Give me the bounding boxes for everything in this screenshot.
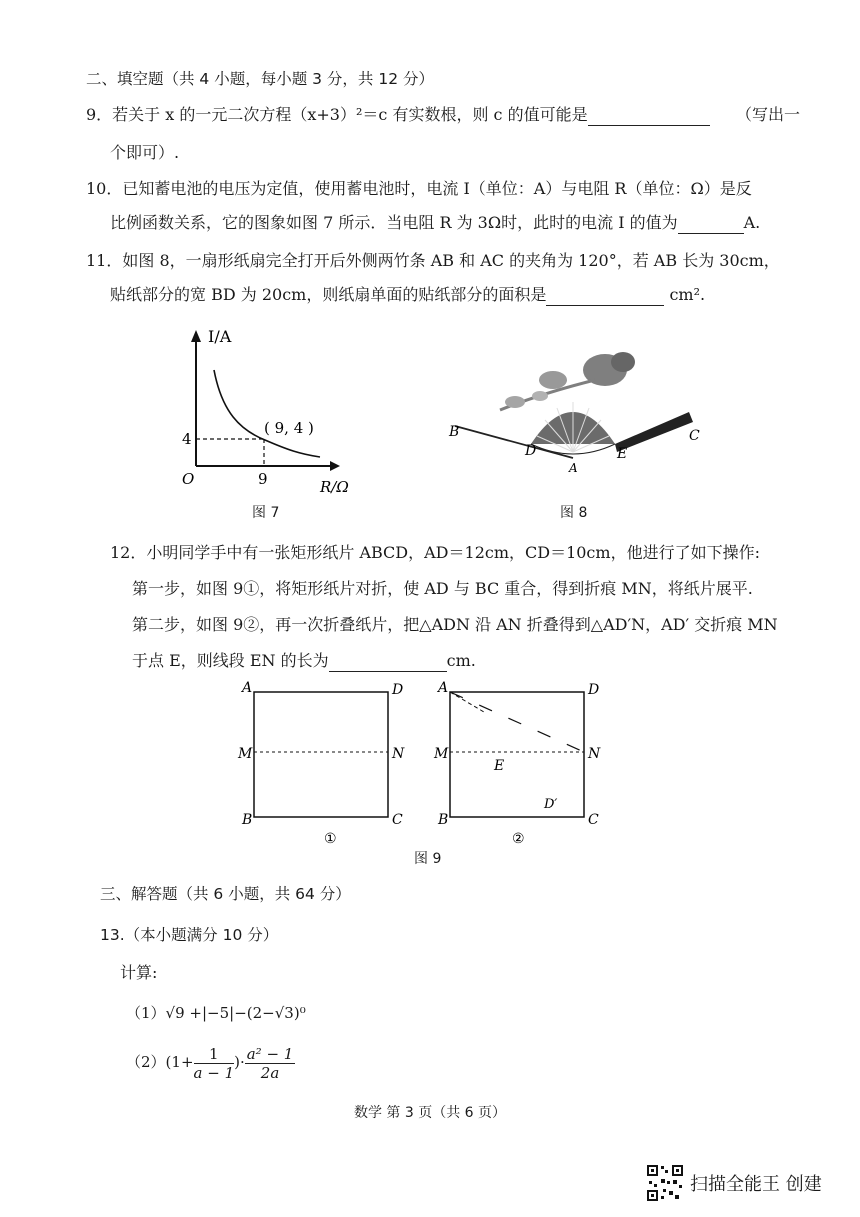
fig9-1-N: N: [392, 746, 405, 762]
fig9-2-crease-AN: [450, 692, 584, 752]
fig9-2-D-prime: D′: [544, 797, 558, 812]
q13-p2-open: (1+: [165, 1053, 194, 1071]
fig9-2-D: D: [588, 682, 600, 698]
fig9-2-B: B: [438, 812, 449, 828]
q11-text: 贴纸部分的宽 BD 为 20cm，则纸扇单面的贴纸部分的面积是: [110, 285, 547, 304]
fig8-label-C: C: [689, 428, 700, 444]
q13-p1-label: （1）: [126, 1004, 166, 1022]
question-13-part-2: [126, 1042, 295, 1082]
fig8-label-B: B: [449, 424, 460, 440]
figure-9-2: [432, 680, 607, 850]
fig8-label-A: A: [569, 461, 578, 475]
q9-answer-blank[interactable]: [588, 107, 710, 126]
q13-p1-expression: √9 +|−5|−(2−√3)⁰: [165, 1004, 306, 1022]
q13-p2-mid: )·: [234, 1053, 245, 1071]
fig9-1-M: M: [238, 746, 253, 762]
q9-tail: （写出一: [736, 105, 801, 124]
q13-p2-den2: 2a: [260, 1063, 280, 1082]
fig9-2-M: M: [434, 746, 449, 762]
fig9-2-A: A: [438, 680, 449, 696]
fig7-x-arrow-icon: [330, 461, 340, 471]
q12-answer-blank[interactable]: [329, 653, 447, 672]
question-13-title: 13.（本小题满分 10 分）: [100, 926, 279, 944]
figure-9-1: [236, 680, 411, 850]
fig7-xlabel: R/Ω: [320, 478, 349, 496]
fig9-2-E: E: [494, 758, 505, 774]
fig9-1-A: A: [242, 680, 253, 696]
q10-text: 比例函数关系，它的图象如图 7 所示．当电阻 R 为 3Ω时，此时的电流 I 的值为: [110, 213, 678, 232]
fig9-2-C: C: [588, 812, 599, 828]
q9-text: 9．若关于 x 的一元二次方程（x+3）²＝c 有实数根，则 c 的值可能是: [86, 105, 588, 124]
q13-p2-label: （2）: [126, 1053, 166, 1071]
fig7-ylabel: I/A: [208, 327, 232, 346]
question-10-line-2: [110, 212, 760, 234]
fig9-sub2: ②: [512, 831, 525, 847]
fig9-sub1: ①: [324, 831, 337, 847]
q12-tail: cm.: [446, 651, 476, 670]
figure-7-graph: [170, 322, 349, 497]
fig7-origin: O: [182, 470, 195, 488]
question-12-line-1: 12．小明同学手中有一张矩形纸片 ABCD，AD＝12cm，CD＝10cm，他进行了如下操作:: [110, 543, 760, 562]
fig8-label-E: E: [617, 446, 628, 462]
section-3-title: 三、解答题（共 6 小题，共 64 分）: [100, 885, 351, 903]
scanner-watermark: 扫描全能王 创建: [690, 1174, 822, 1195]
fig9-2-N: N: [588, 746, 601, 762]
q13-p2-fraction-2: [245, 1045, 296, 1082]
fig7-point-label: ( 9, 4 ): [264, 419, 314, 437]
question-12-line-3: 第二步，如图 9②，再一次折叠纸片，把△ADN 沿 AN 折叠得到△AD′N，AD′ 交折痕 MN: [132, 615, 778, 634]
fig8-caption: 图 8: [560, 505, 588, 521]
section-2-title: 二、填空题（共 4 小题，每小题 3 分，共 12 分）: [86, 70, 435, 88]
q10-answer-blank[interactable]: [678, 215, 744, 234]
fig7-ytick: 4: [182, 430, 192, 448]
fig7-caption: 图 7: [252, 505, 280, 521]
question-11-line-1: 11．如图 8，一扇形纸扇完全打开后外侧两竹条 AB 和 AC 的夹角为 120°，若 AB 长为 30cm，: [86, 251, 780, 270]
q12-text: 于点 E，则线段 EN 的长为: [132, 651, 329, 670]
question-9-line-1: [86, 104, 710, 126]
fig9-1-D: D: [392, 682, 404, 698]
question-10-line-1: 10．已知蓄电池的电压为定值，使用蓄电池时，电流 I（单位：A）与电阻 R（单位：Ω）是反: [86, 179, 752, 198]
q13-p2-den1: a − 1: [193, 1063, 235, 1082]
fig7-xtick: 9: [258, 470, 268, 488]
q11-answer-blank[interactable]: [546, 287, 664, 306]
fig8-label-D: D: [525, 443, 537, 459]
question-11-line-2: [110, 284, 705, 306]
question-9-line-2: 个即可）.: [110, 143, 180, 162]
figure-8-fan: [445, 340, 705, 480]
q10-tail: A.: [743, 213, 761, 232]
question-12-line-2: 第一步，如图 9①，将矩形纸片对折，使 AD 与 BC 重合，得到折痕 MN，将纸片展平.: [132, 579, 753, 598]
fig9-1-rectangle: [254, 692, 388, 817]
fig7-curve: [214, 370, 320, 457]
qr-code-icon: [645, 1163, 685, 1203]
fig8-ink-painting-icon: [500, 352, 635, 410]
page-footer: 数学 第 3 页（共 6 页）: [353, 1105, 507, 1121]
question-12-line-4: [132, 650, 476, 672]
fig9-caption: 图 9: [414, 851, 442, 867]
fig9-1-C: C: [392, 812, 403, 828]
question-13-part-1: [126, 1002, 306, 1024]
q13-p2-fraction-1: [194, 1045, 235, 1082]
fig9-2-rectangle: [450, 692, 584, 817]
fig9-2-line-AD-prime: [450, 692, 484, 712]
fig9-1-B: B: [242, 812, 253, 828]
q13-p2-num2: a² − 1: [246, 1044, 294, 1063]
q11-tail: cm².: [669, 285, 706, 304]
question-13-intro: 计算:: [120, 963, 158, 982]
fig7-y-arrow-icon: [191, 330, 201, 342]
q13-p2-num1: 1: [194, 1045, 235, 1064]
